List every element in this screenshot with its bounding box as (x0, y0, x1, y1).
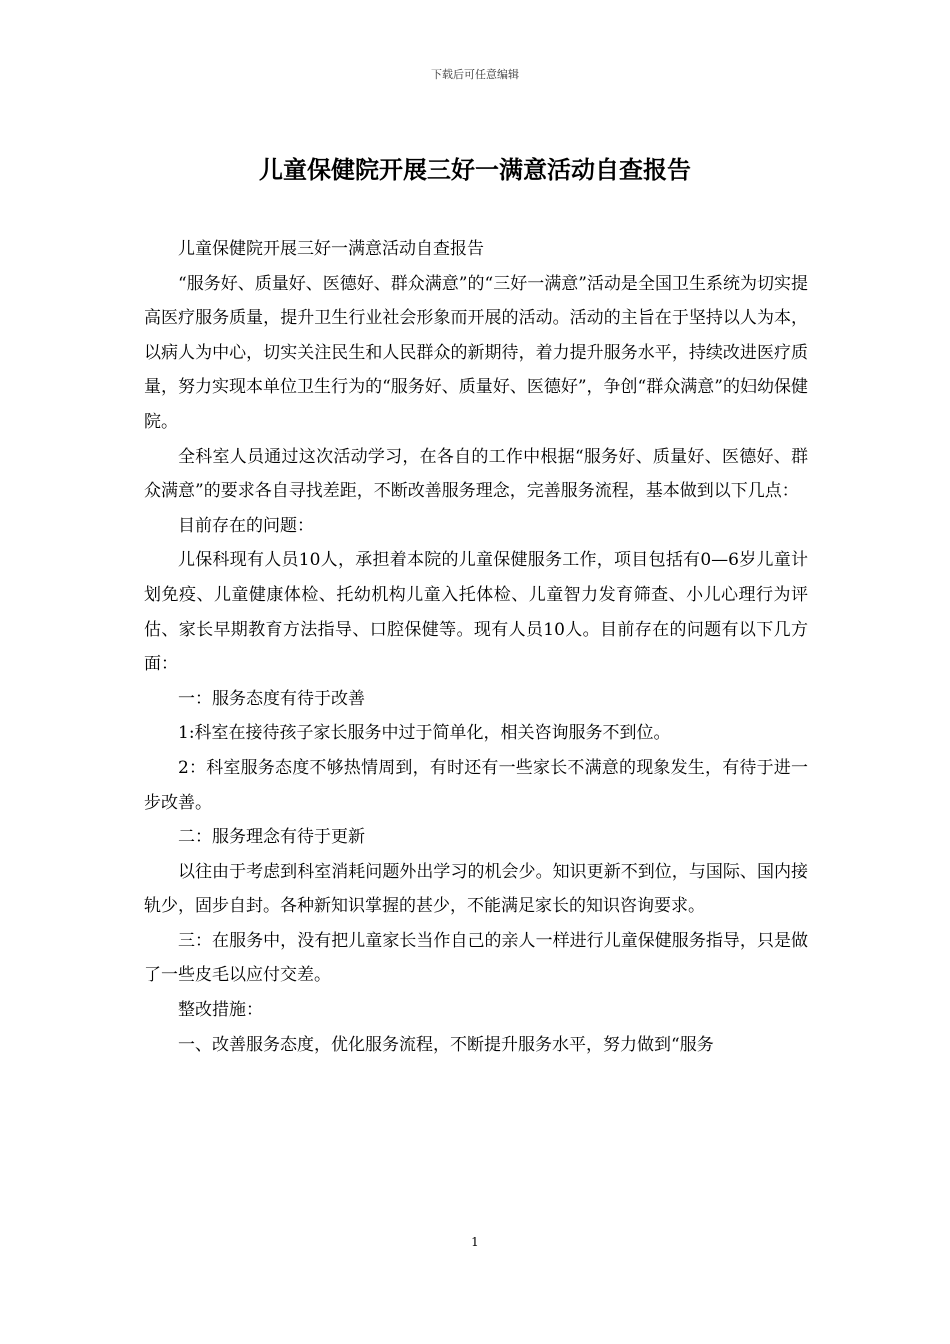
heading-rectification-measures: 整改措施： (178, 1000, 263, 1021)
heading-problem-two: 二：服务理念有待于更新 (178, 827, 365, 848)
paragraph-department-study: 全科室人员通过这次活动学习，在各自的工作中根据“服务好、质量好、医德好、群众满意”的要求各自寻找差距，不断改善服务理念，完善服务流程，基本做到以下几点： (144, 446, 808, 502)
document-body (144, 232, 808, 1062)
heading-current-problems: 目前存在的问题： (178, 515, 314, 536)
paragraph-problem-three: 三：在服务中，没有把儿童家长当作自己的亲人一样进行儿童保健服务指导，只是做了一些皮毛以应付交差。 (144, 930, 808, 986)
header-note: 下载后可任意编辑 (431, 68, 519, 81)
paragraph-measure-one: 一、改善服务态度，优化服务流程，不断提升服务水平，努力做到“服务 (178, 1034, 714, 1055)
paragraph-staff-overview: 儿保科现有人员10人，承担着本院的儿童保健服务工作，项目包括有0—6岁儿童计划免疫、儿童健康体检、托幼机构儿童入托体检、儿童智力发育筛查、小儿心理行为评估、家长早期教育方法指导、口腔保健等。现有人员10人。目前存在的问题有以下几方面： (144, 550, 808, 675)
paragraph-subtitle: 儿童保健院开展三好一满意活动自查报告 (178, 239, 484, 259)
page-number: 1 (471, 1235, 479, 1249)
paragraph-problem-one-item-2: 2：科室服务态度不够热情周到，有时还有一些家长不满意的现象发生，有待于进一步改善。 (144, 757, 808, 813)
paragraph-problem-two-detail: 以往由于考虑到科室消耗问题外出学习的机会少。知识更新不到位，与国际、国内接轨少，固步自封。各种新知识掌握的甚少，不能满足家长的知识咨询要求。 (144, 861, 808, 917)
paragraph-problem-one-item-1: 1:科室在接待孩子家长服务中过于简单化，相关咨询服务不到位。 (178, 723, 671, 744)
heading-problem-one: 一：服务态度有待于改善 (178, 688, 365, 709)
paragraph-intro: “服务好、质量好、医德好、群众满意”的“三好一满意”活动是全国卫生系统为切实提高医疗服务质量，提升卫生行业社会形象而开展的活动。活动的主旨在于坚持以人为本，以病人为中心，切实关注民生和人民群众的新期待，着力提升服务水平，持续改进医疗质量，努力实现本单位卫生行为的“服务好、质量好、医德好”，争创“群众满意”的妇幼保健院。 (144, 273, 808, 432)
document-title: 儿童保健院开展三好一满意活动自查报告 (259, 155, 691, 184)
